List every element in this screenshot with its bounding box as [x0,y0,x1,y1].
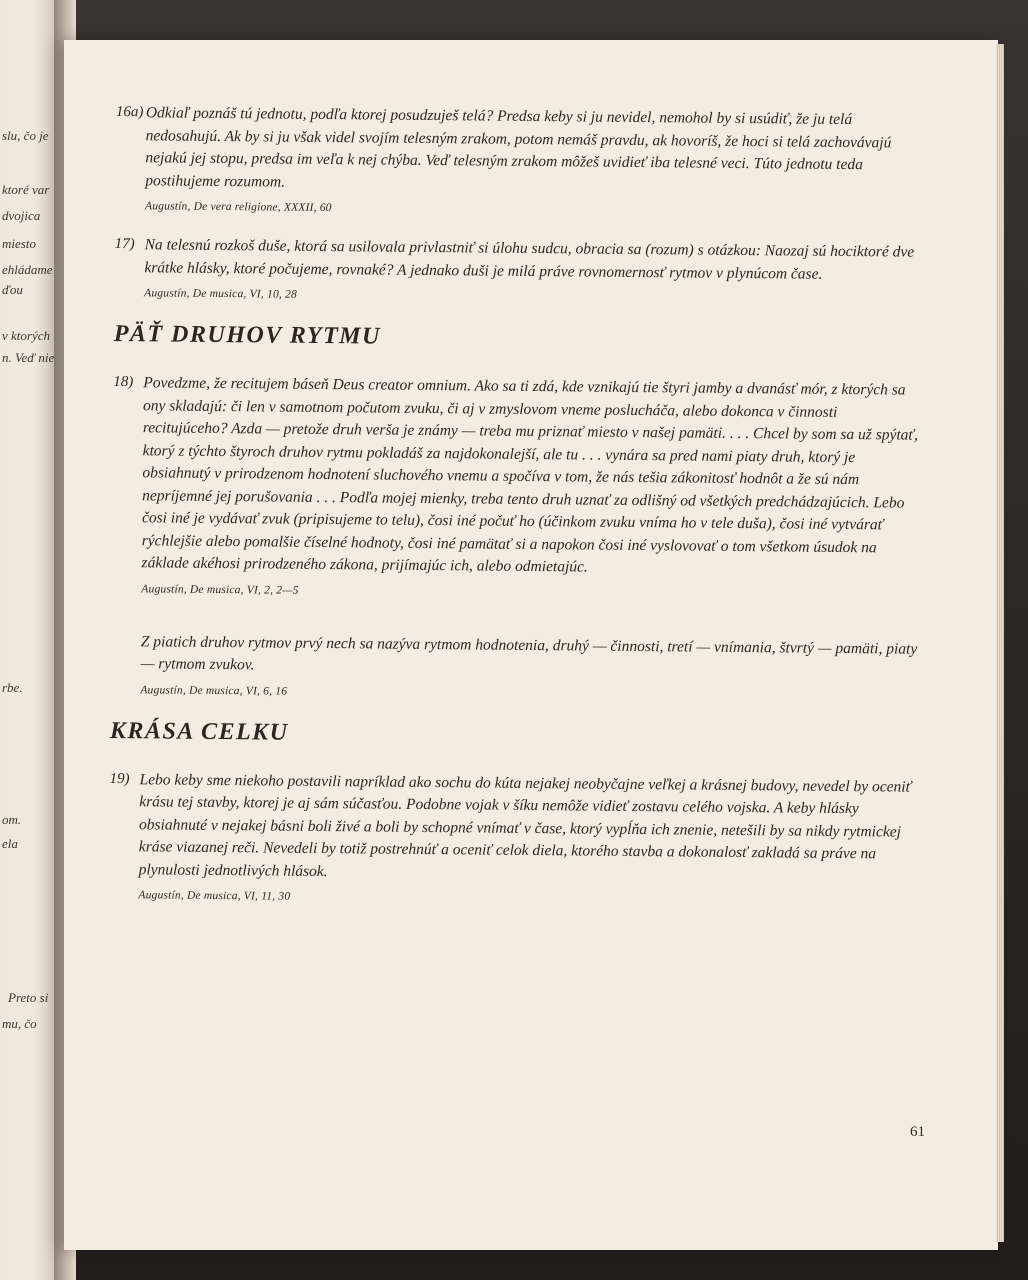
left-fragment: ktoré var [2,182,50,197]
page-stack-edge [996,44,1004,1242]
citation: Augustín, De musica, VI, 11, 30 [138,889,291,903]
left-fragment: ehládame [2,262,53,277]
left-fragment: v ktorých [2,328,51,343]
left-fragment: slu, čo je [2,128,49,143]
left-fragment: ďou [2,282,23,297]
left-page-edge [0,0,62,1280]
entry-17 [114,234,925,307]
citation: Augustín, De musica, VI, 10, 28 [144,287,298,301]
left-fragment: mu, čo [2,1016,37,1031]
entry-number: 18) [113,373,134,391]
page-number: 61 [910,1124,925,1140]
entry-19 [108,768,919,908]
entry-text: Povedzme, že recitujem báseň Deus creator omnium. Ako sa ti zdá, kde vznikajú tie štyri jamby a dvanásť mór, z ktorých sa ony skladajú: či len v samotnom počutom zvuku, či aj v zmyslovom vneme poslucháča, alebo dokonca v činnosti recitujúceho? Azda — pretože druh verša je známy — treba mu priznať miesto v našej pamäti. . . . Chcel by som sa už spýtať, ktorý z týchto štyroch druhov rytmu pokladáš za najdokonalejší, ale tu . . . vynára sa pred nami piaty druh, ktorý je obsiahnutý v prirodzenom hodnotení sluchového vnemu a spočíva v tom, že nás tešia zákonitosť hodnôt a že sú nám nepríjemné jej porušovania . . . Podľa mojej mienky, treba tento druh uznať za odlišný od všetkých predchádzajúcich. Lebo čosi iné je vydávať zvuk (pripisujeme to telu), čosi iné počuť ho (účinkom zvuku vníma ho v tele duša), čosi iné vytvárať rýchlejšie alebo pomalšie číselné hodnoty, čosi iné pamätať si a napokon čosi iné vyslovovať o tom všetkom úsudok na základe akéhosi prirodzeného zákona, prijímajúc ich, alebo odmietajúc. [141,374,919,576]
citation: Augustín, De musica, VI, 6, 16 [140,683,288,698]
entry-number: 17) [114,235,135,253]
followup-text: Z piatich druhov rytmov prvý nech sa nazýva rytmom hodnotenia, druhý — činnosti, tretí — vnímania, štvrtý — pamäti, piaty — rytmom zvukov. [140,632,918,674]
citation: Augustín, De musica, VI, 2, 2—5 [141,582,299,597]
page-content [108,102,926,931]
section-heading: PÄŤ DRUHOV RYTMU [113,320,382,350]
left-fragment: Preto si [8,990,49,1005]
entry-text: Odkiaľ poznáš tú jednotu, podľa ktorej posudzuješ telá? Predsa keby si ju nevidel, nemohol by si usúdiť, že ju telá nedosahujú. Ak by si ju však videl svojím telesným zrakom, potom nemáš pravdu, ak hovoríš, že hoci si telá zachovávajú nejakú jej stopu, predsa im veľa k nej chýba. Veď telesným zrakom môžeš uvidieť iba telesné veci. Túto jednotu teda postihujeme rozumom. [145,104,892,191]
left-fragment: rbe. [2,680,23,695]
entry-number: 19) [109,770,130,787]
entry-18 [110,372,923,703]
left-fragment: ela [2,836,18,851]
entry-number: 16a) [115,103,144,121]
entry-text: Na telesnú rozkoš duše, ktorá sa usilovala privlastniť si úlohu sudcu, obracia sa (rozum) s otázkou: Naozaj sú hociktoré dve krátke hlásky, ktoré počujeme, rovnaké? A jednako duši je milá práve rovnomernosť rytmov v plynúcom čase. [144,236,915,283]
entry-text: Lebo keby sme niekoho postavili napríklad ako sochu do kúta nejakej neobyčajne veľkej a krásnej budovy, nevedel by oceniť krásu tej stavby, ktorej je aj sám súčasťou. Podobne vojak v šíku nemôže vidieť zostavu celého vojska. A keby hlásky obsiahnuté v nejakej básni boli živé a boli by schopné vnímať v čase, ktorý vypĺňa ich znenie, netešili by sa nikdy rytmickej kráse viazanej reči. Nevedeli by totiž postrehnúť a oceniť celok diela, ktorého stavba a dokonalosť zakladá sa práve na plynulosti jednotlivých hlások. [138,770,912,880]
left-fragment: dvojica [2,208,41,223]
left-fragment: miesto [2,236,36,251]
left-fragment: om. [2,812,22,827]
left-fragment: n. Veď nie [2,350,55,365]
entry-followup [140,631,921,703]
citation: Augustín, De vera religione, XXXII, 60 [144,200,332,215]
section-heading: KRÁSA CELKU [109,717,289,746]
entry-16a [115,102,926,220]
